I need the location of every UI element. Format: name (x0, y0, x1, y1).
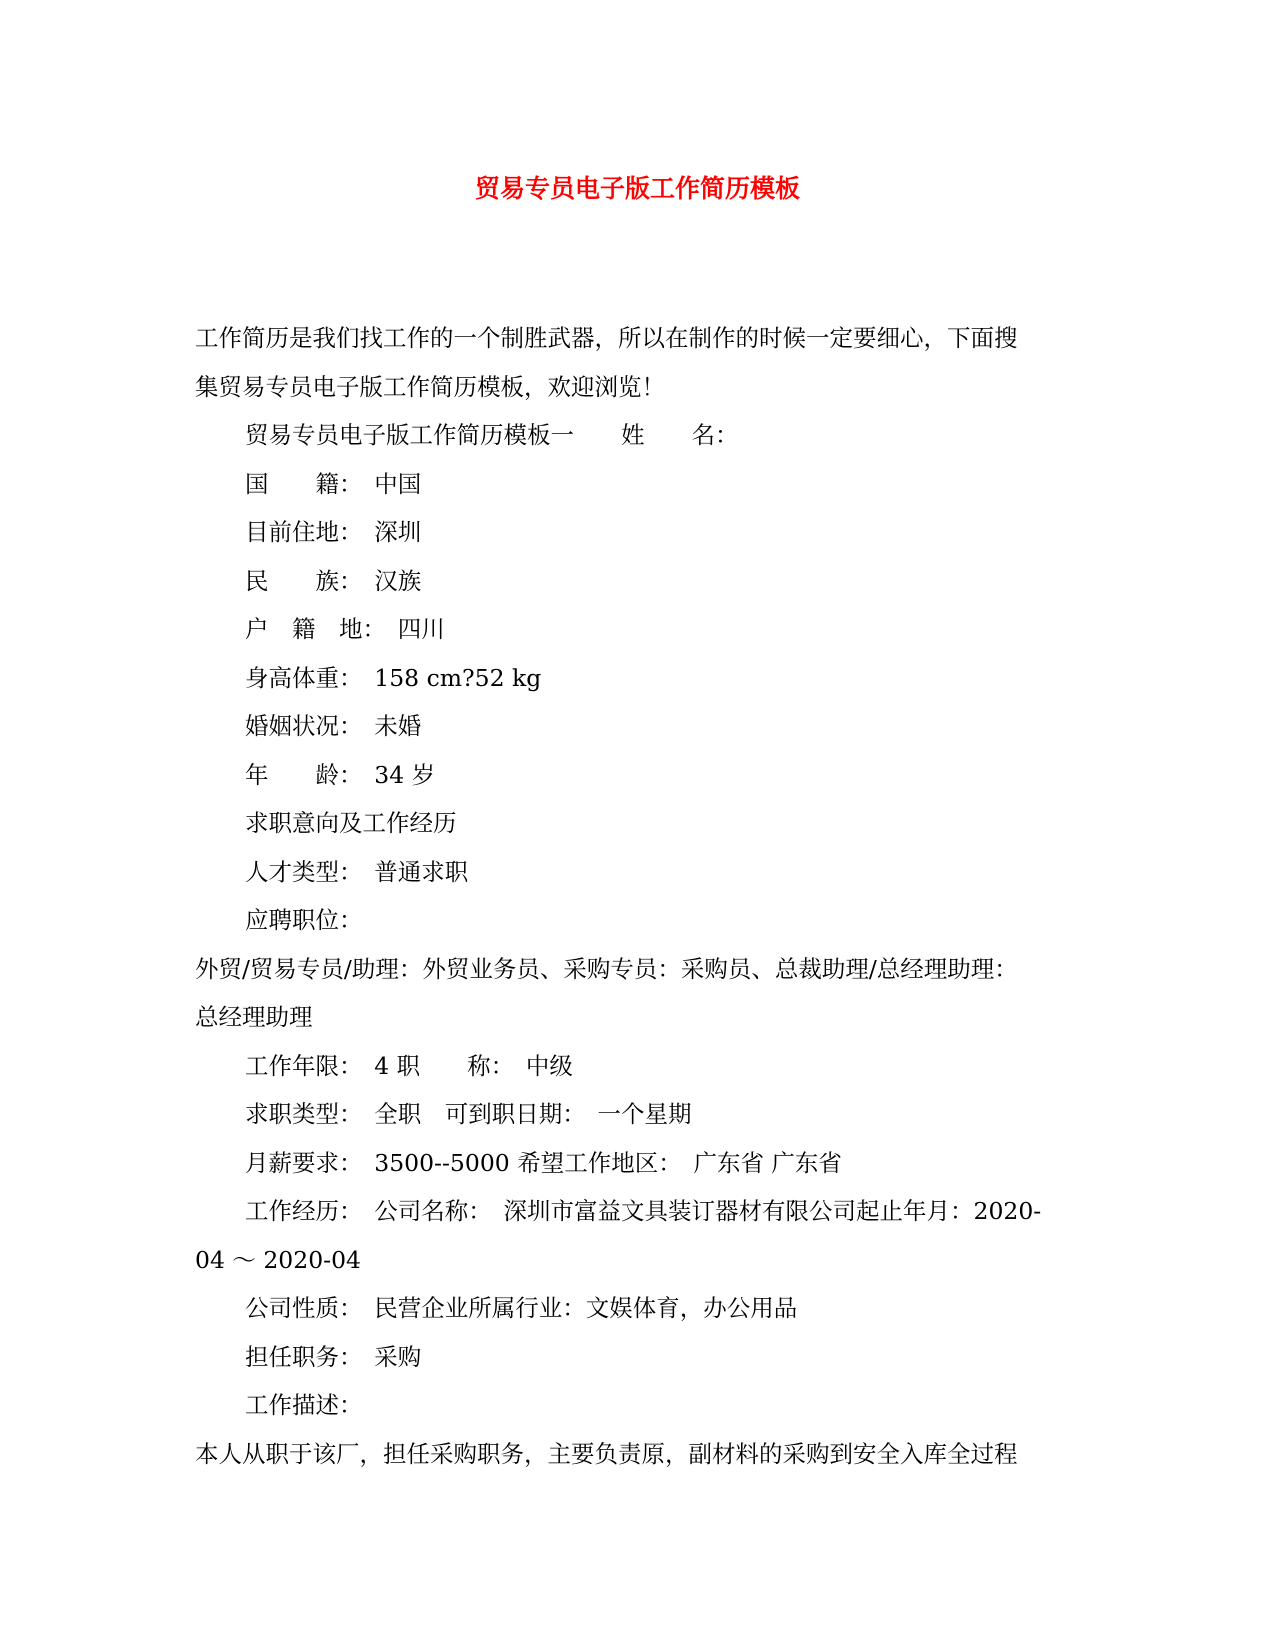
document-line: 月薪要求： 3500--5000 希望工作地区： 广东省 广东省 (245, 1148, 842, 1177)
document-line: 工作简历是我们找工作的一个制胜武器，所以在制作的时候一定要细心，下面搜 (195, 324, 1018, 352)
document-line: 应聘职位： (245, 906, 363, 934)
document-title: 贸易专员电子版工作简历模板 (474, 174, 800, 203)
document-line: 担任职务： 采购 (245, 1342, 422, 1371)
document-line: 04 ～ 2020-04 (195, 1245, 361, 1274)
document-line: 年 龄： 34 岁 (245, 760, 436, 789)
document-line: 求职类型： 全职 可到职日期： 一个星期 (245, 1100, 692, 1128)
document-line: 求职意向及工作经历 (245, 809, 457, 837)
document-line: 工作经历： 公司名称： 深圳市富益文具装订器材有限公司起止年月：2020- (245, 1197, 1042, 1225)
document-body (195, 314, 1080, 1478)
document-line: 工作年限： 4 职 称： 中级 (245, 1051, 573, 1080)
document-line: 民 族： 汉族 (245, 566, 422, 595)
document-line: 本人从职于该厂，担任采购职务，主要负责原，副材料的采购到安全入库全过程 (195, 1439, 1018, 1468)
document-line: 目前住地： 深圳 (245, 518, 422, 546)
document-line: 公司性质： 民营企业所属行业：文娱体育，办公用品 (245, 1294, 798, 1322)
document-line: 工作描述： (245, 1391, 363, 1419)
document-line: 总经理助理 (195, 1003, 313, 1031)
document-line: 集贸易专员电子版工作简历模板，欢迎浏览！ (195, 372, 665, 401)
document-line: 身高体重： 158 cm?52 kg (245, 663, 542, 692)
document-line: 人才类型： 普通求职 (245, 857, 469, 886)
document-line: 贸易专员电子版工作简历模板一 姓 名： (245, 421, 739, 449)
document-line: 户 籍 地： 四川 (245, 615, 445, 643)
document-line: 外贸/贸易专员/助理：外贸业务员、采购专员：采购员、总裁助理/总经理助理： (195, 954, 1018, 983)
document-line: 婚姻状况： 未婚 (245, 712, 422, 740)
document-line: 国 籍： 中国 (245, 469, 422, 498)
